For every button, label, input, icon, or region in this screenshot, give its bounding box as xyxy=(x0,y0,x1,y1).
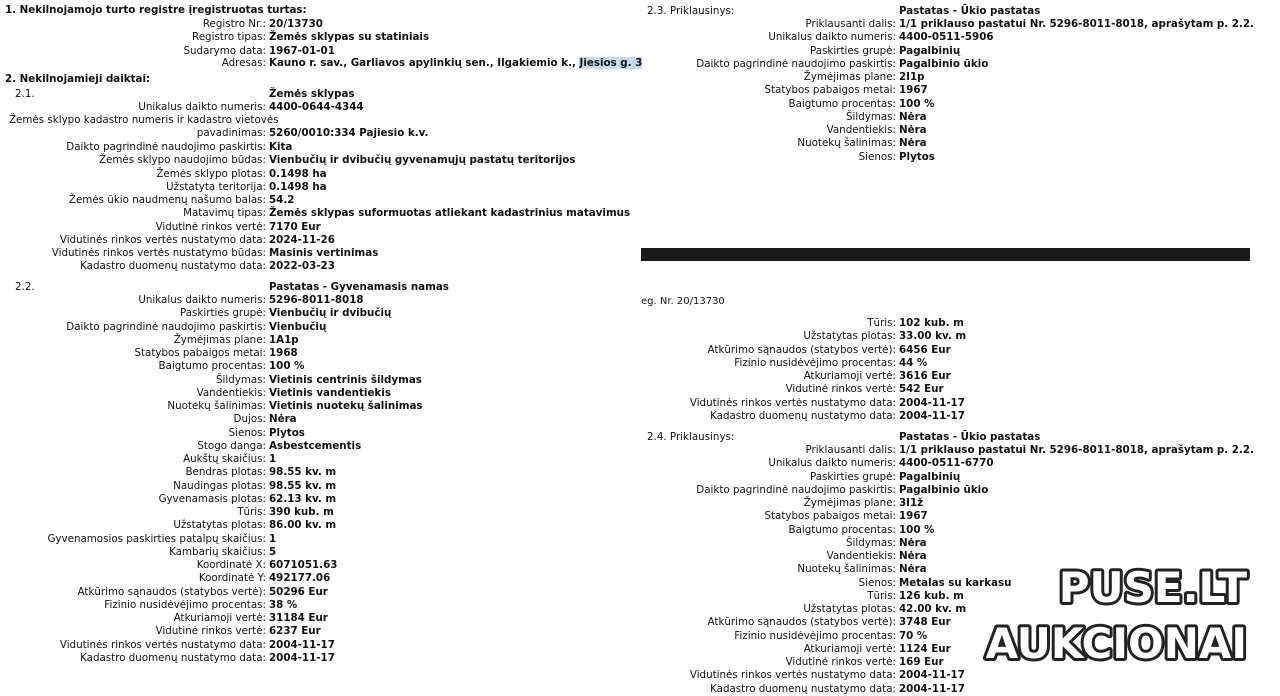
registry-row-value: Žemės sklypas su statiniais xyxy=(269,31,430,43)
field-row-value: 31184 Eur xyxy=(269,612,328,624)
field-row-label: Šildymas: xyxy=(845,111,896,123)
field-row-value: 2004-11-17 xyxy=(899,397,965,409)
field-row-label: Žymėjimas plane: xyxy=(803,497,896,509)
field-row-label: Unikalus daikto numeris: xyxy=(768,31,896,43)
field-row-label: Šildymas: xyxy=(215,374,266,386)
address-text: Kauno r. sav., Garliavos apylinkių sen., Ilgakiemio k., xyxy=(269,57,580,69)
field-row-value: 1967 xyxy=(899,84,928,96)
field-row-value: 1/1 priklauso pastatui Nr. 5296-8011-8018, aprašytam p. 2.2. xyxy=(899,18,1254,30)
registry-row-value: 1967-01-01 xyxy=(269,45,335,57)
field-row-label: Kadastro duomenų nustatymo data: xyxy=(80,260,266,272)
field-row-label: Koordinatė X: xyxy=(196,559,266,571)
registry-row-label: Registro tipas: xyxy=(192,31,266,43)
field-row-value: Nėra xyxy=(899,537,927,549)
field-row-label: Vidutinės rinkos vertės nustatymo būdas: xyxy=(51,247,266,259)
field-row-label: Užstatytas plotas: xyxy=(803,330,896,342)
field-row-value: 0.1498 ha xyxy=(269,168,327,180)
item-2-4-title: Pastatas - Ūkio pastatas xyxy=(899,431,1041,443)
field-row-label: Kambarių skaičius: xyxy=(169,546,266,558)
field-row-label: Užstatyta teritorija: xyxy=(166,181,266,193)
field-row-label: Paskirties grupė: xyxy=(180,307,266,319)
field-row-value: Pagalbinių xyxy=(899,471,961,483)
field-row-value: 3748 Eur xyxy=(899,616,951,628)
field-row-value: 86.00 kv. m xyxy=(269,519,337,531)
field-row-value: 1A1p xyxy=(269,334,299,346)
field-row-value: 102 kub. m xyxy=(899,317,964,329)
field-row-label: Fizinio nusidėvėjimo procentas: xyxy=(734,630,896,642)
field-row-label: Vidutinė rinkos vertė: xyxy=(155,221,266,233)
cadastre-label-line2: pavadinimas: xyxy=(196,127,266,139)
field-row-value: 0.1498 ha xyxy=(269,181,327,193)
field-row-value: 2I1p xyxy=(899,71,925,83)
item-2-4-number: 2.4. Priklausinys: xyxy=(647,431,735,443)
field-row-value: 54.2 xyxy=(269,194,295,206)
cadastre-label-line1: Žemės sklypo kadastro numeris ir kadastro vietovės xyxy=(9,114,279,126)
field-row-label: Vandentiekis: xyxy=(826,124,896,136)
field-row-label: Atkuriamoji vertė: xyxy=(803,643,896,655)
field-row-label: Gyvenamosios paskirties patalpų skaičius: xyxy=(47,533,266,545)
field-row-value: 2022-03-23 xyxy=(269,260,335,272)
field-row-label: Naudingas plotas: xyxy=(173,480,266,492)
field-row-value: 6237 Eur xyxy=(269,625,321,637)
field-row-label: Vidutinės rinkos vertės nustatymo data: xyxy=(689,397,896,409)
field-row-label: Aukštų skaičius: xyxy=(183,453,266,465)
field-row-value: 98.55 kv. m xyxy=(269,466,337,478)
field-row-value: 542 Eur xyxy=(899,383,944,395)
field-row-label: Stogo danga: xyxy=(197,440,266,452)
field-row-label: Užstatytas plotas: xyxy=(173,519,266,531)
field-row-value: Asbestcementis xyxy=(269,440,362,452)
field-row-value: 2024-11-26 xyxy=(269,234,335,246)
field-row-value: Plytos xyxy=(269,427,305,439)
field-row-value: 1124 Eur xyxy=(899,643,951,655)
field-row-value: 42.00 kv. m xyxy=(899,603,967,615)
field-row-label: Tūris: xyxy=(867,317,896,329)
field-row-value: 492177.06 xyxy=(269,572,331,584)
field-row-label: Statybos pabaigos metai: xyxy=(764,510,896,522)
field-row-label: Daikto pagrindinė naudojimo paskirtis: xyxy=(66,321,266,333)
field-row-value: Pagalbinio ūkio xyxy=(899,58,989,70)
field-row-label: Sienos: xyxy=(858,577,896,589)
field-row-label: Užstatytas plotas: xyxy=(803,603,896,615)
field-row-value: 2004-11-17 xyxy=(899,410,965,422)
field-row-label: Priklausanti dalis: xyxy=(805,18,896,30)
field-row-value: 126 kub. m xyxy=(899,590,964,602)
registry-row-label: Registro Nr.: xyxy=(202,18,266,30)
field-row-label: Šildymas: xyxy=(845,537,896,549)
field-row-value: Plytos xyxy=(899,151,935,163)
field-row-value: 2004-11-17 xyxy=(899,683,965,695)
field-row-value: 50296 Eur xyxy=(269,586,328,598)
section-2-title: 2. Nekilnojamieji daiktai: xyxy=(5,73,151,85)
field-row-label: Statybos pabaigos metai: xyxy=(764,84,896,96)
field-row-label: Baigtumo procentas: xyxy=(788,524,896,536)
watermark-line-2: AUKCIONAI xyxy=(985,619,1247,668)
field-row-label: Gyvenamasis plotas: xyxy=(158,493,266,505)
page-break-bar xyxy=(641,248,1250,261)
field-row-label: Tūris: xyxy=(237,506,266,518)
item-2-3-title: Pastatas - Ūkio pastatas xyxy=(899,5,1041,17)
field-row-value: 70 % xyxy=(899,630,928,642)
field-row-label: Atkūrimo sąnaudos (statybos vertė): xyxy=(707,344,896,356)
field-row-label: Atkūrimo sąnaudos (statybos vertė): xyxy=(77,586,266,598)
field-row-value: 6456 Eur xyxy=(899,344,951,356)
field-row-value: Nėra xyxy=(899,124,927,136)
field-row-value: 2004-11-17 xyxy=(269,639,335,651)
field-row-label: Matavimų tipas: xyxy=(183,207,266,219)
field-row-value: Vietinis nuotekų šalinimas xyxy=(269,400,423,412)
field-row-value: 4400-0511-5906 xyxy=(899,31,994,43)
field-row-label: Statybos pabaigos metai: xyxy=(134,347,266,359)
field-row-label: Daikto pagrindinė naudojimo paskirtis: xyxy=(696,484,896,496)
field-row-label: Koordinatė Y: xyxy=(198,572,266,584)
item-2-3-number: 2.3. Priklausinys: xyxy=(647,5,735,17)
field-row-value: 390 kub. m xyxy=(269,506,334,518)
field-row-label: Vidutinės rinkos vertės nustatymo data: xyxy=(59,234,266,246)
field-row-label: Žymėjimas plane: xyxy=(173,334,266,346)
registry-row-value: 20/13730 xyxy=(269,18,323,30)
section-1-title: 1. Nekilnojamojo turto registre įregistruotas turtas: xyxy=(5,4,307,16)
field-row-value: 5296-8011-8018 xyxy=(269,294,364,306)
field-row-label: Vidutinė rinkos vertė: xyxy=(785,383,896,395)
field-row-label: Baigtumo procentas: xyxy=(788,98,896,110)
field-row-label: Vandentiekis: xyxy=(826,550,896,562)
field-row-value: 7170 Eur xyxy=(269,221,321,233)
field-row-label: Žymėjimas plane: xyxy=(803,71,896,83)
field-row-label: Unikalus daikto numeris: xyxy=(138,294,266,306)
field-row-value: 1 xyxy=(269,453,277,465)
field-row-value: 1 xyxy=(269,533,277,545)
field-row-label: Nuotekų šalinimas: xyxy=(167,400,266,412)
address-label: Adresas: xyxy=(221,57,266,69)
field-row-label: Vidutinė rinkos vertė: xyxy=(155,625,266,637)
field-row-label: Nuotekų šalinimas: xyxy=(797,137,896,149)
field-row-label: Nuotekų šalinimas: xyxy=(797,563,896,575)
field-row-label: Paskirties grupė: xyxy=(810,45,896,57)
field-row-value: 1968 xyxy=(269,347,298,359)
field-row-label: Vidutinė rinkos vertė: xyxy=(785,656,896,668)
item-2-2-title: Pastatas - Gyvenamasis namas xyxy=(269,281,449,293)
field-row-label: Atkūrimo sąnaudos (statybos vertė): xyxy=(707,616,896,628)
field-row-value: 1967 xyxy=(899,510,928,522)
field-row-value: 169 Eur xyxy=(899,656,944,668)
field-row-value: 4400-0511-6770 xyxy=(899,457,994,469)
item-2-1-uid-label: Unikalus daikto numeris: xyxy=(138,101,266,113)
field-row-label: Vandentiekis: xyxy=(196,387,266,399)
field-row-value: 38 % xyxy=(269,599,298,611)
address-highlight: Jiesios g. 3 xyxy=(579,57,643,69)
field-row-label: Priklausanti dalis: xyxy=(805,444,896,456)
field-row-value: 100 % xyxy=(269,360,305,372)
watermark-line-1: PUSE.LT xyxy=(1058,563,1247,612)
field-row-label: Bendras plotas: xyxy=(185,466,266,478)
field-row-label: Kadastro duomenų nustatymo data: xyxy=(80,652,266,664)
field-row-value: 100 % xyxy=(899,98,935,110)
field-row-value: 33.00 kv. m xyxy=(899,330,967,342)
field-row-value: Nėra xyxy=(899,137,927,149)
field-row-value: Vienbučių ir dvibučių gyvenamųjų pastatų teritorijos xyxy=(269,154,576,166)
field-row-value: 5 xyxy=(269,546,277,558)
registry-row-label: Sudarymo data: xyxy=(183,45,266,57)
field-row-value: 3I1ž xyxy=(899,497,924,509)
field-row-value: Pagalbinio ūkio xyxy=(899,484,989,496)
field-row-label: Tūris: xyxy=(867,590,896,602)
field-row-value: Masinis vertinimas xyxy=(269,247,379,259)
field-row-label: Paskirties grupė: xyxy=(810,471,896,483)
puse-aukcionai-watermark xyxy=(975,560,1265,670)
field-row-value: 100 % xyxy=(899,524,935,536)
field-row-value: Nėra xyxy=(899,550,927,562)
field-row-label: Žemės sklypo plotas: xyxy=(156,168,266,180)
field-row-label: Žemės ūkio naudmenų našumo balas: xyxy=(68,194,266,206)
field-row-value: 44 % xyxy=(899,357,928,369)
field-row-value: 6071051.63 xyxy=(269,559,338,571)
field-row-value: 2004-11-17 xyxy=(269,652,335,664)
field-row-label: Fizinio nusidėvėjimo procentas: xyxy=(104,599,266,611)
field-row-label: Daikto pagrindinė naudojimo paskirtis: xyxy=(66,141,266,153)
field-row-value: 3616 Eur xyxy=(899,370,951,382)
item-2-1-number: 2.1. xyxy=(15,88,35,100)
item-2-2-number: 2.2. xyxy=(15,281,35,293)
field-row-value: 98.55 kv. m xyxy=(269,480,337,492)
field-row-label: Vidutinės rinkos vertės nustatymo data: xyxy=(689,669,896,681)
field-row-label: Kadastro duomenų nustatymo data: xyxy=(710,410,896,422)
field-row-label: Dujos: xyxy=(233,413,266,425)
cadastre-value: 5260/0010:334 Pajiesio k.v. xyxy=(269,127,429,139)
field-row-label: Daikto pagrindinė naudojimo paskirtis: xyxy=(696,58,896,70)
field-row-value: Vietinis centrinis šildymas xyxy=(269,374,422,386)
field-row-value: Žemės sklypas suformuotas atliekant kadastrinius matavimus xyxy=(269,207,631,219)
field-row-value: Nėra xyxy=(269,413,297,425)
registry-header: eg. Nr. 20/13730 xyxy=(641,296,725,307)
field-row-label: Kadastro duomenų nustatymo data: xyxy=(710,683,896,695)
field-row-label: Fizinio nusidėvėjimo procentas: xyxy=(734,357,896,369)
field-row-value: Pagalbinių xyxy=(899,45,961,57)
field-row-value: Kita xyxy=(269,141,293,153)
field-row-label: Sienos: xyxy=(858,151,896,163)
field-row-value: Vienbučių ir dvibučių xyxy=(269,307,392,319)
field-row-label: Unikalus daikto numeris: xyxy=(768,457,896,469)
field-row-value: Vietinis vandentiekis xyxy=(269,387,391,399)
field-row-value: Nėra xyxy=(899,563,927,575)
address-value xyxy=(269,57,642,70)
field-row-label: Vidutinės rinkos vertės nustatymo data: xyxy=(59,639,266,651)
field-row-value: 62.13 kv. m xyxy=(269,493,337,505)
item-2-1-title: Žemės sklypas xyxy=(269,88,355,100)
field-row-label: Žemės sklypo naudojimo būdas: xyxy=(98,154,266,166)
field-row-value: Metalas su karkasu xyxy=(899,577,1012,589)
field-row-label: Atkuriamoji vertė: xyxy=(173,612,266,624)
field-row-value: 1/1 priklauso pastatui Nr. 5296-8011-8018, aprašytam p. 2.2. xyxy=(899,444,1254,456)
field-row-value: 2004-11-17 xyxy=(899,669,965,681)
item-2-1-uid-value: 4400-0644-4344 xyxy=(269,101,364,113)
field-row-label: Sienos: xyxy=(228,427,266,439)
field-row-value: Vienbučių xyxy=(269,321,327,333)
field-row-label: Atkuriamoji vertė: xyxy=(803,370,896,382)
field-row-value: Nėra xyxy=(899,111,927,123)
field-row-label: Baigtumo procentas: xyxy=(158,360,266,372)
